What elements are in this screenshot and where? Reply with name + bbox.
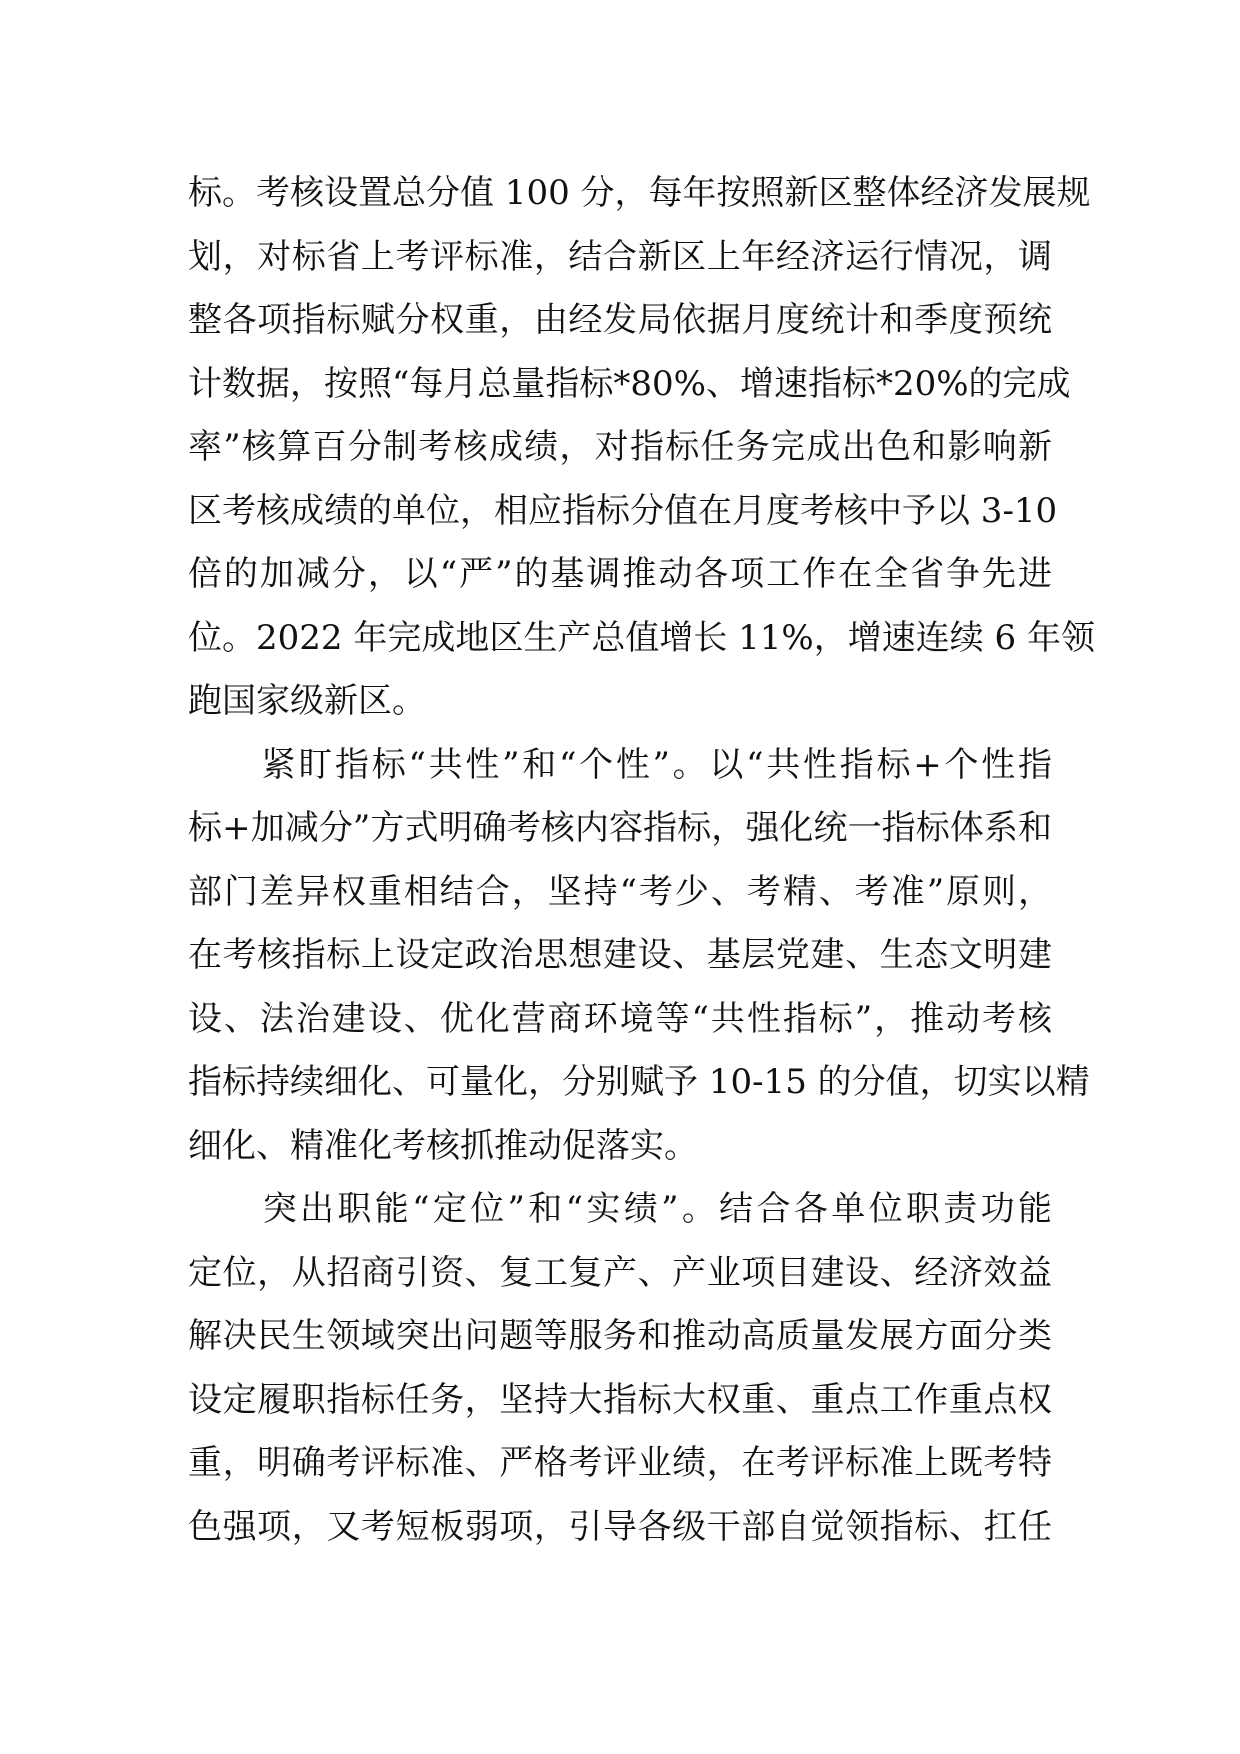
text-line: 指标持续细化、可量化，分别赋予 10-15 的分值，切实以精 (188, 1062, 1090, 1102)
text-line: 细化、精准化考核抓推动促落实。 (188, 1125, 698, 1166)
text-line: 在考核指标上设定政治思想建设、基层党建、生态文明建 (188, 935, 1052, 975)
text-line: 解决民生领域突出问题等服务和推动高质量发展方面分类 (188, 1316, 1052, 1356)
text-line: 紧盯指标“共性”和“个性”。以“共性指标+个性指 (188, 744, 1052, 785)
text-line: 倍的加减分，以“严”的基调推动各项工作在全省争先进 (188, 554, 1052, 594)
text-line: 色强项，又考短板弱项，引导各级干部自觉领指标、扛任 (188, 1506, 1052, 1547)
text-line: 位。2022 年完成地区生产总值增长 11%，增速连续 6 年领 (188, 617, 1095, 658)
text-line: 部门差异权重相结合，坚持“考少、考精、考准”原则， (188, 871, 1052, 912)
paragraph-1 (188, 162, 1095, 734)
text-line: 区考核成绩的单位，相应指标分值在月度考核中予以 3-10 (188, 490, 1058, 531)
text-line: 计数据，按照“每月总量指标*80%、增速指标*20%的完成 (188, 363, 1071, 404)
text-line: 划，对标省上考评标准，结合新区上年经济运行情况，调 (188, 236, 1052, 277)
text-line: 设定履职指标任务，坚持大指标大权重、重点工作重点权 (188, 1379, 1052, 1420)
paragraph-2 (188, 734, 1090, 1179)
paragraph-3 (188, 1178, 1052, 1559)
body-text (188, 162, 1095, 1559)
text-line: 设、法治建设、优化营商环境等“共性指标”，推动考核 (188, 998, 1052, 1039)
text-line: 突出职能“定位”和“实绩”。结合各单位职责功能 (188, 1189, 1052, 1229)
text-line: 定位，从招商引资、复工复产、产业项目建设、经济效益 (188, 1252, 1052, 1293)
text-line: 跑国家级新区。 (188, 681, 426, 721)
text-line: 标+加减分”方式明确考核内容指标，强化统一指标体系和 (188, 808, 1052, 848)
text-line: 整各项指标赋分权重，由经发局依据月度统计和季度预统 (188, 300, 1052, 340)
text-line: 率”核算百分制考核成绩，对指标任务完成出色和影响新 (188, 427, 1052, 467)
text-line: 标。考核设置总分值 100 分，每年按照新区整体经济发展规 (188, 173, 1091, 213)
text-line: 重，明确考评标准、严格考评业绩，在考评标准上既考特 (188, 1443, 1052, 1483)
